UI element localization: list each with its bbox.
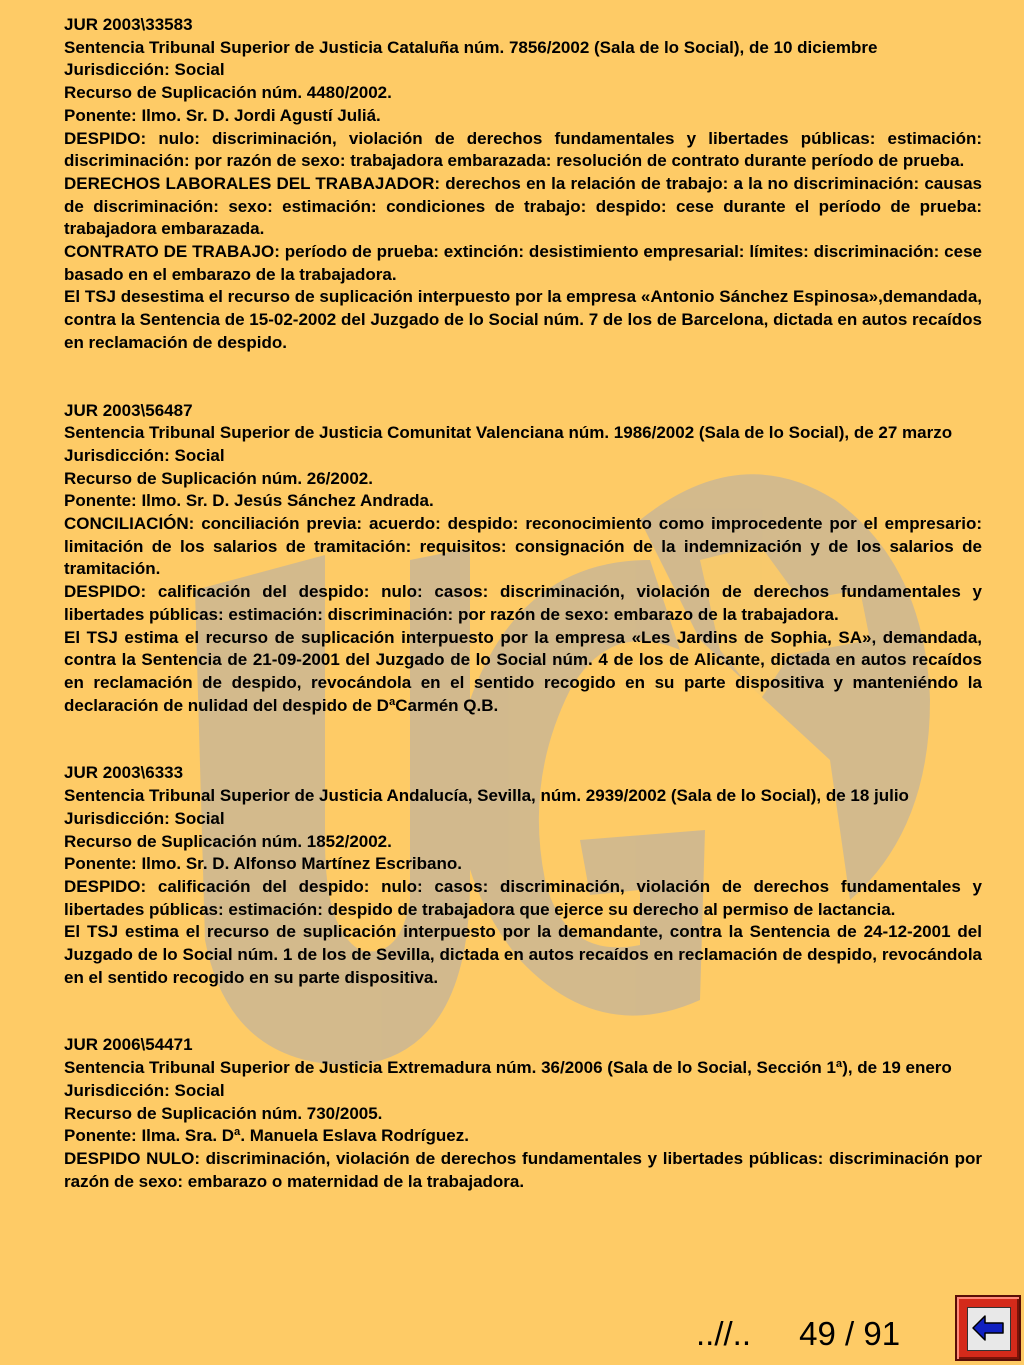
case-paragraph: CONCILIACIÓN: conciliación previa: acuerdo: despido: reconocimiento como improcedente por el empresario: limitación de los salarios de tramitación: requisitos: consignación de la indemnización y de los salarios de tramitación. <box>64 514 982 579</box>
case-jurisdiction: Jurisdicción: Social <box>64 808 225 828</box>
case-appeal: Recurso de Suplicación núm. 26/2002. <box>64 468 373 488</box>
case-paragraph: DESPIDO: calificación del despido: nulo: casos: discriminación, violación de derechos fundamentales y libertades públicas: estimación: despido de trabajadora que ejerce su derecho al permiso de lactancia. <box>64 876 982 919</box>
case-judge: Ponente: Ilmo. Sr. D. Jesús Sánchez Andrada. <box>64 491 434 511</box>
case-paragraph: DESPIDO NULO: discriminación, violación de derechos fundamentales y libertades públicas: discriminación por razón de sexo: embarazo o maternidad de la trabajadora. <box>64 1148 982 1191</box>
page-footer <box>696 1314 900 1354</box>
case-entry-3 <box>64 762 982 989</box>
case-paragraph: El TSJ desestima el recurso de suplicación interpuesto por la empresa «Antonio Sánchez Espinosa»,demandada, contra la Sentencia de 15-02-2002 del Juzgado de lo Social núm. 7 de los de Barcelona, dictada en autos recaídos en reclamación de despido. <box>64 287 982 352</box>
case-entry-4 <box>64 1034 982 1193</box>
case-appeal: Recurso de Suplicación núm. 1852/2002. <box>64 831 392 851</box>
arrow-left-icon <box>971 1313 1005 1343</box>
case-entry-2 <box>64 400 982 718</box>
case-title: Sentencia Tribunal Superior de Justicia Andalucía, Sevilla, núm. 2939/2002 (Sala de lo Social), de 18 julio <box>64 786 909 806</box>
case-judge: Ponente: Ilma. Sra. Dª. Manuela Eslava Rodríguez. <box>64 1126 469 1146</box>
back-button[interactable] <box>955 1295 1021 1361</box>
case-reference: JUR 2006\54471 <box>64 1035 193 1055</box>
case-jurisdiction: Jurisdicción: Social <box>64 445 225 465</box>
case-paragraph: DERECHOS LABORALES DEL TRABAJADOR: derechos en la relación de trabajo: a la no discriminación: causas de discriminación: sexo: estimación: condiciones de trabajo: despido: cese durante el período de prueba: trabajadora embarazada. <box>64 173 982 239</box>
case-title: Sentencia Tribunal Superior de Justicia Extremadura núm. 36/2006 (Sala de lo Social, Sección 1ª), de 19 enero <box>64 1058 952 1078</box>
document-body <box>64 14 982 1238</box>
case-jurisdiction: Jurisdicción: Social <box>64 60 225 80</box>
case-title: Sentencia Tribunal Superior de Justicia Comunitat Valenciana núm. 1986/2002 (Sala de lo Social), de 27 marzo <box>64 423 953 443</box>
case-judge: Ponente: Ilmo. Sr. D. Alfonso Martínez Escribano. <box>64 854 462 874</box>
case-reference: JUR 2003\56487 <box>64 400 193 420</box>
case-title: Sentencia Tribunal Superior de Justicia Cataluña núm. 7856/2002 (Sala de lo Social), de 10 diciembre <box>64 37 878 57</box>
case-paragraph: DESPIDO: calificación del despido: nulo: casos: discriminación, violación de derechos fundamentales y libertades públicas: estimación: discriminación: por razón de sexo: embarazo de la trabajadora. <box>64 582 982 624</box>
case-appeal: Recurso de Suplicación núm. 730/2005. <box>64 1103 383 1123</box>
case-judge: Ponente: Ilmo. Sr. D. Jordi Agustí Juliá. <box>64 105 381 125</box>
case-paragraph: El TSJ estima el recurso de suplicación interpuesto por la demandante, contra la Sentencia de 24-12-2001 del Juzgado de lo Social núm. 1 de los de Sevilla, dictada en autos recaídos en reclamación de despido, revocándola en el sentido recogido en su parte dispositiva. <box>64 922 982 987</box>
case-paragraph: El TSJ estima el recurso de suplicación interpuesto por la empresa «Les Jardins de Sophia, SA», demandada, contra la Sentencia de 21-09-2001 del Juzgado de lo Social núm. 4 de los de Alicante, dictada en autos recaídos en reclamación de despido, revocándola en el sentido recogido en su parte dispositiva y manteniéndo la declaración de nulidad del despido de DªCarmén Q.B. <box>64 627 982 715</box>
case-jurisdiction: Jurisdicción: Social <box>64 1080 225 1100</box>
page-number: 49 / 91 <box>799 1315 901 1352</box>
case-reference: JUR 2003\6333 <box>64 763 184 783</box>
case-entry-1 <box>64 14 982 355</box>
case-reference: JUR 2003\33583 <box>64 15 193 34</box>
case-paragraph: CONTRATO DE TRABAJO: período de prueba: extinción: desistimiento empresarial: límites: discriminación: cese basado en el embarazo de la trabajadora. <box>64 242 982 284</box>
case-appeal: Recurso de Suplicación núm. 4480/2002. <box>64 83 392 103</box>
back-button-face <box>967 1307 1011 1351</box>
case-paragraph: DESPIDO: nulo: discriminación, violación de derechos fundamentales y libertades públicas: estimación: discriminación: por razón de sexo: trabajadora embarazada: resolución de contrato durante período de prueba. <box>64 128 982 171</box>
continuation-marker: ..//.. <box>696 1315 752 1352</box>
